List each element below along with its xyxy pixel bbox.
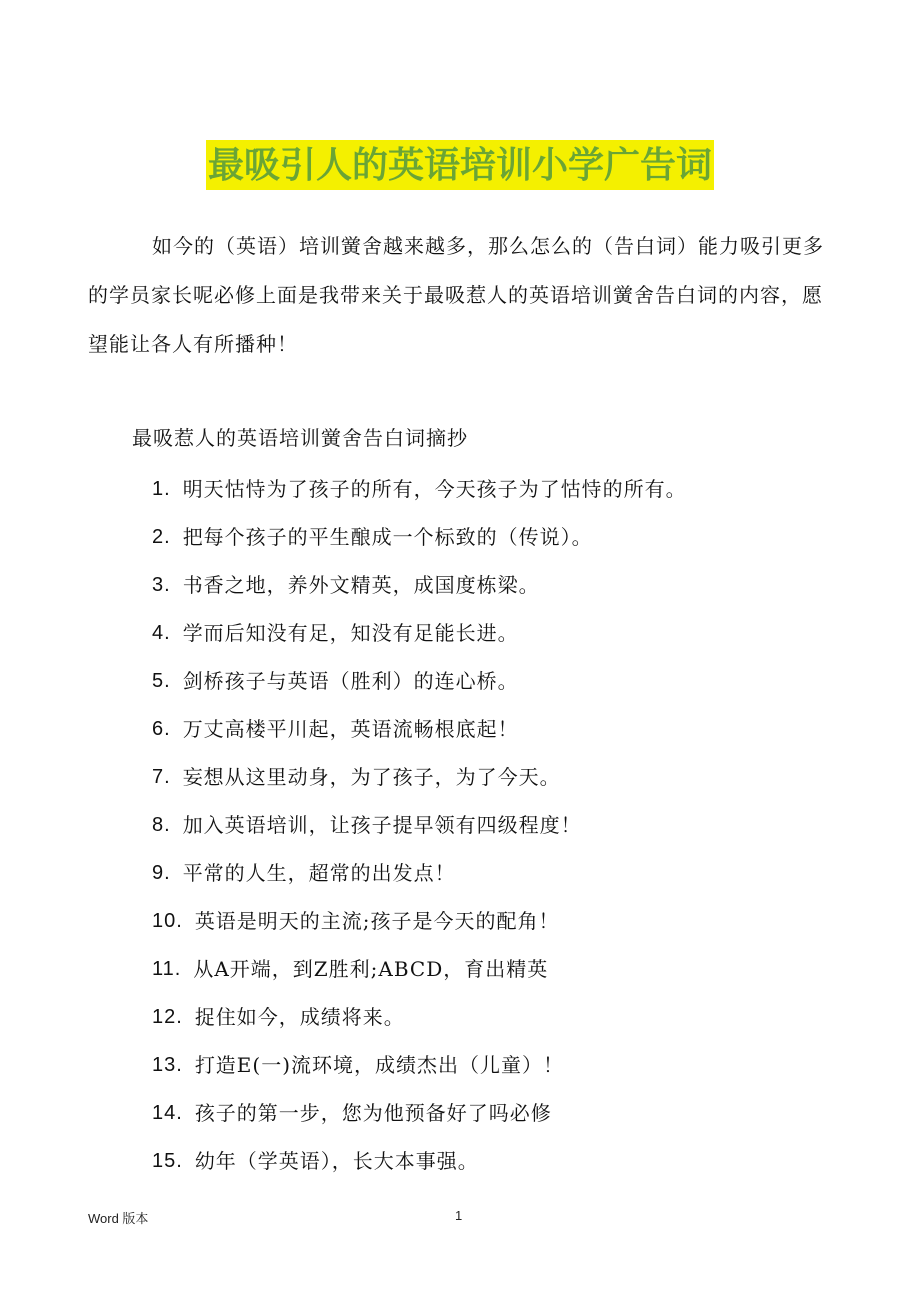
item-number: 3. — [152, 574, 171, 596]
item-number: 6. — [152, 718, 171, 740]
list-item — [152, 1089, 687, 1137]
item-text: 学而后知没有足，知没有足能长进。 — [182, 621, 519, 645]
item-number: 5. — [152, 670, 171, 692]
item-text: 加入英语培训，让孩子提早领有四级程度！ — [182, 813, 582, 837]
list-item — [152, 993, 687, 1041]
item-text: 捉住如今，成绩将来。 — [194, 1005, 405, 1029]
list-item — [152, 609, 687, 657]
item-text: 万丈高楼平川起，英语流畅根底起！ — [182, 717, 519, 741]
list-item — [152, 465, 687, 513]
document-title: 最吸引人的英语培训小学广告词 — [206, 140, 714, 190]
item-text: 打造E(一)流环境，成绩杰出（儿童）！ — [194, 1053, 565, 1077]
item-number: 13. — [152, 1054, 183, 1076]
list-item — [152, 657, 687, 705]
list-item — [152, 945, 687, 993]
item-number: 8. — [152, 814, 171, 836]
section-heading: 最吸惹人的英语培训黉舍告白词摘抄 — [132, 426, 468, 450]
item-text: 从A开端，到Z胜利;ABCD，育出精英 — [193, 957, 549, 981]
item-text: 明天怙恃为了孩子的所有，今天孩子为了怙恃的所有。 — [182, 477, 687, 501]
list-item — [152, 513, 687, 561]
item-text: 把每个孩子的平生酿成一个标致的（传说）。 — [182, 525, 593, 549]
list-item — [152, 897, 687, 945]
item-number: 15. — [152, 1150, 183, 1172]
item-text: 妄想从这里动身，为了孩子，为了今天。 — [182, 765, 561, 789]
list-item — [152, 561, 687, 609]
item-text: 书香之地，养外文精英，成国度栋梁。 — [182, 573, 540, 597]
item-number: 2. — [152, 526, 171, 548]
list-item — [152, 801, 687, 849]
item-number: 10. — [152, 910, 183, 932]
slogan-list — [152, 465, 687, 1185]
footer-version-label: Word 版本 — [88, 1211, 149, 1226]
list-item — [152, 849, 687, 897]
item-number: 9. — [152, 862, 171, 884]
title-wrap — [0, 140, 920, 190]
item-text: 幼年（学英语），长大本事强。 — [194, 1149, 479, 1173]
item-text: 孩子的第一步，您为他预备好了吗必修 — [194, 1101, 552, 1125]
item-number: 4. — [152, 622, 171, 644]
list-item — [152, 705, 687, 753]
item-number: 14. — [152, 1102, 183, 1124]
item-number: 7. — [152, 766, 171, 788]
list-item — [152, 1041, 687, 1089]
item-number: 11. — [152, 958, 182, 980]
list-item — [152, 1137, 687, 1185]
item-text: 英语是明天的主流;孩子是今天的配角！ — [194, 909, 560, 933]
item-number: 12. — [152, 1006, 183, 1028]
list-item — [152, 753, 687, 801]
item-text: 平常的人生，超常的出发点！ — [182, 861, 456, 885]
footer-page-number: 1 — [455, 1208, 463, 1223]
item-text: 剑桥孩子与英语（胜利）的连心桥。 — [182, 669, 519, 693]
intro-paragraph: 如今的（英语）培训黉舍越来越多，那么怎么的（告白词）能力吸引更多的学员家长呢必修上面是我带来关于最吸惹人的英语培训黉舍告白词的内容，愿望能让各人有所播种！ — [88, 234, 824, 356]
item-number: 1. — [152, 478, 171, 500]
